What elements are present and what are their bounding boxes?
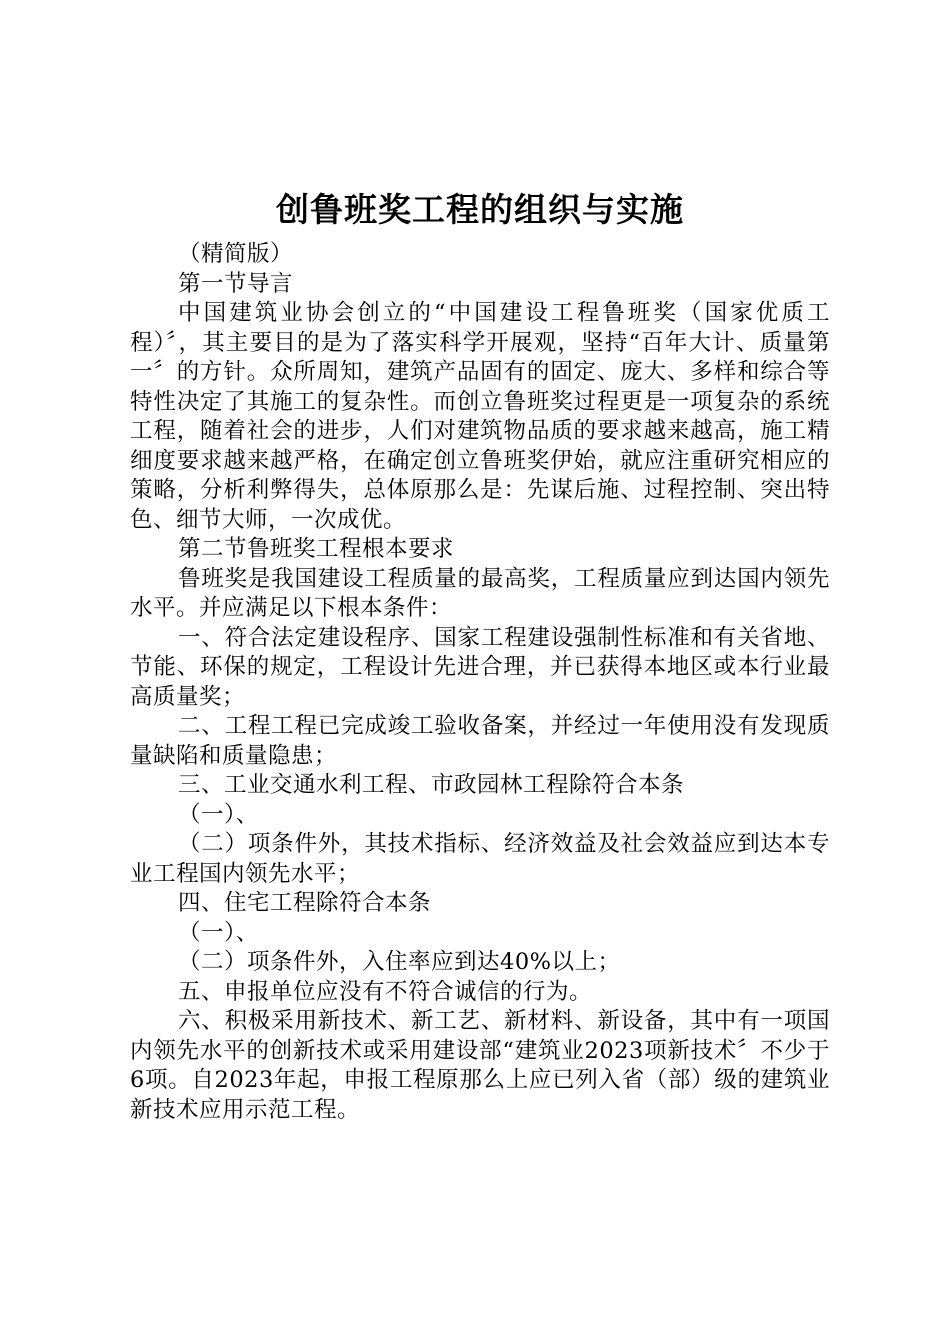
requirement-item-4-sub-2: （二）项条件外，入住率应到达40%以上； <box>178 949 621 975</box>
document-title: 创鲁班奖工程的组织与实施 <box>276 190 684 229</box>
requirement-item-3-sub-2: （二）项条件外，其技术指标、经济效益及社会效益应到达本专业工程国内领先水平； <box>130 831 830 887</box>
edition-note: （精简版） <box>178 241 294 267</box>
section-heading-1: 第一节导言 <box>178 270 294 297</box>
requirement-item-2: 二、工程工程已完成竣工验收备案，并经过一年使用没有发现质量缺陷和质量隐患； <box>130 713 830 769</box>
requirement-item-5: 五、申报单位应没有不符合诚信的行为。 <box>178 978 593 1005</box>
requirement-item-3: 三、工业交通水利工程、市政园林工程除符合本条 <box>178 772 685 798</box>
requirement-item-4: 四、住宅工程除符合本条 <box>178 890 432 916</box>
intro-paragraph: 中国建筑业协会创立的“中国建设工程鲁班奖（国家优质工程）〞，其主要目的是为了落实科学开展观，坚持“百年大计、质量第一〞的方针。众所周知，建筑产品固有的固定、庞大、多样和综合等特性决定了其施工的复杂性。而创立鲁班奖过程更是一项复杂的系统工程，随着社会的进步，人们对建筑物品质的要求越来越高，施工精细度要求越来越严格，在确定创立鲁班奖伊始，就应注重研究相应的策略，分析利弊得失，总体原那么是：先谋后施、过程控制、突出特色、细节大师，一次成优。 <box>130 300 830 533</box>
requirement-item-1: 一、符合法定建设程序、国家工程建设强制性标准和有关省地、节能、环保的规定，工程设计先进合理，并已获得本地区或本行业最高质量奖； <box>130 624 830 710</box>
section-heading-2: 第二节鲁班奖工程根本要求 <box>178 536 455 562</box>
requirement-item-6: 六、积极采用新技术、新工艺、新材料、新设备，其中有一项国内领先水平的创新技术或采用建设部“建筑业2023项新技术〞不少于6项。自2023年起，申报工程原那么上应已列入省（部）级的建筑业新技术应用示范工程。 <box>130 1008 830 1123</box>
document-page <box>130 180 830 1125</box>
requirement-item-4-sub-1: （一）、 <box>178 919 259 946</box>
requirements-intro: 鲁班奖是我国建设工程质量的最高奖，工程质量应到达国内领先水平。并应满足以下根本条件： <box>130 565 830 621</box>
requirement-item-3-sub-1: （一）、 <box>178 801 259 828</box>
